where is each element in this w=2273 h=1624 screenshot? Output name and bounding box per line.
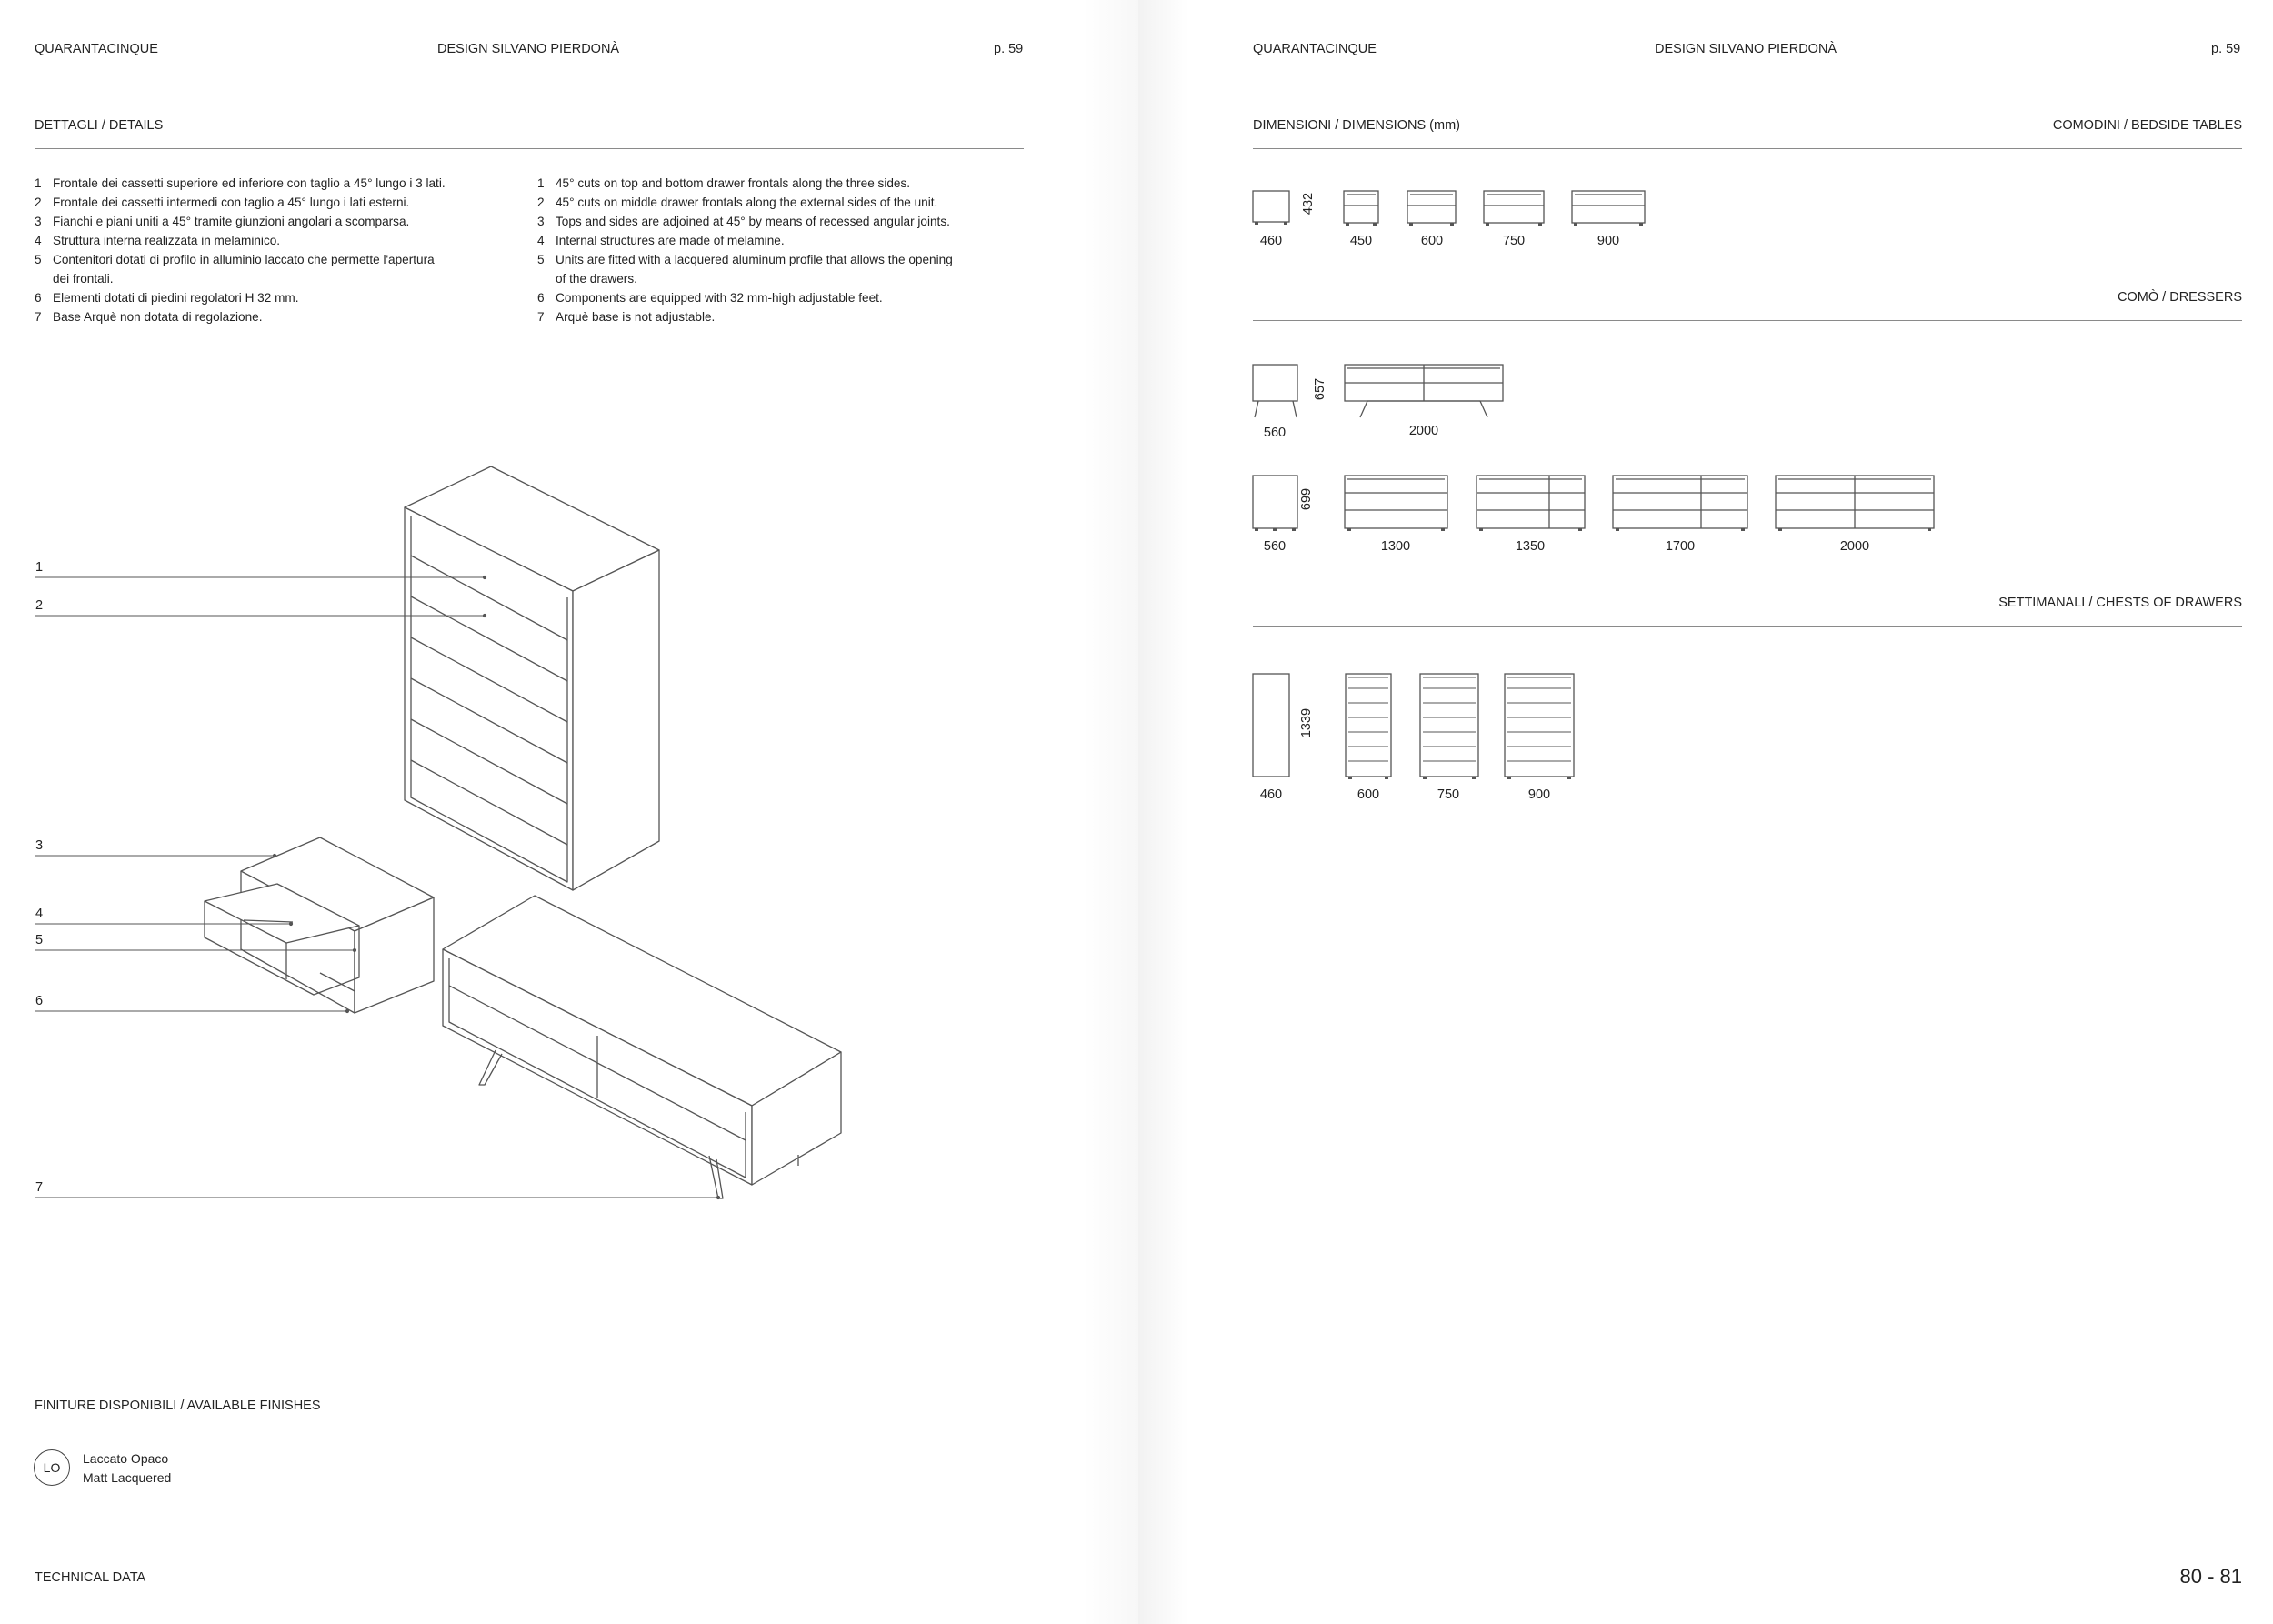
- callout-1: 1: [35, 560, 44, 575]
- right-page: [1138, 0, 2273, 1624]
- list-item: 3 Fianchi e piani uniti a 45° tramite giunzioni angolari a scomparsa.: [35, 215, 410, 228]
- dresser-1300: [1345, 476, 1447, 528]
- bedside-width-label: 750: [1502, 234, 1526, 248]
- dresser-legs-side-view: [1253, 365, 1297, 401]
- chest-depth-label: 460: [1259, 787, 1283, 802]
- dresser-legs-depth-label: 560: [1263, 426, 1287, 440]
- finish-name-it: Laccato Opaco: [83, 1451, 169, 1466]
- bedside-600: [1407, 191, 1456, 223]
- bedside-900: [1572, 191, 1645, 223]
- dimension-drawings: [1138, 0, 2273, 1624]
- header-brand: QUARANTACINQUE: [35, 42, 158, 56]
- header-designer: DESIGN SILVANO PIERDONÀ: [1655, 42, 1837, 56]
- list-item: 4 Internal structures are made of melamine.: [537, 234, 785, 247]
- header-designer: DESIGN SILVANO PIERDONÀ: [437, 42, 620, 56]
- dresser-legs-width-label: 2000: [1408, 424, 1439, 438]
- bedside-width-label: 450: [1349, 234, 1373, 248]
- finishes-title: FINITURE DISPONIBILI / AVAILABLE FINISHES: [35, 1398, 321, 1413]
- dresser-width-label: 1300: [1380, 539, 1411, 554]
- chest-side-view: [1253, 674, 1289, 777]
- callout-5: 5: [35, 933, 44, 947]
- list-item: 6 Components are equipped with 32 mm-high adjustable feet.: [537, 291, 883, 305]
- callout-3: 3: [35, 838, 44, 853]
- list-item: 3 Tops and sides are adjoined at 45° by means of recessed angular joints.: [537, 215, 950, 228]
- list-item: 1 Frontale dei cassetti superiore ed inferiore con taglio a 45° lungo i 3 lati.: [35, 176, 446, 190]
- list-item: of the drawers.: [556, 272, 637, 286]
- bedside-title: COMODINI / BEDSIDE TABLES: [2052, 118, 2242, 133]
- chest-width-label: 900: [1527, 787, 1551, 802]
- list-item: dei frontali.: [53, 272, 114, 286]
- list-item: 7 Base Arquè non dotata di regolazione.: [35, 310, 263, 324]
- dresser-side-view: [1253, 476, 1297, 528]
- chest-height-label: 1339: [1299, 707, 1314, 738]
- spread-page-numbers: 80 - 81: [2179, 1565, 2242, 1588]
- callout-4: 4: [35, 907, 44, 921]
- callout-2: 2: [35, 598, 44, 613]
- finish-name-en: Matt Lacquered: [83, 1470, 172, 1485]
- dresser-1700: [1613, 476, 1747, 528]
- chest-width-label: 750: [1437, 787, 1460, 802]
- callout-6: 6: [35, 994, 44, 1008]
- callout-7: 7: [35, 1180, 44, 1195]
- list-item: 6 Elementi dotati di piedini regolatori H 32 mm.: [35, 291, 299, 305]
- dresser-width-label: 1350: [1515, 539, 1546, 554]
- dresser-height-label: 699: [1299, 487, 1314, 511]
- footer-label: TECHNICAL DATA: [35, 1570, 146, 1585]
- bedside-width-label: 600: [1420, 234, 1444, 248]
- list-item: 4 Struttura interna realizzata in melaminico.: [35, 234, 281, 247]
- bedside-750: [1484, 191, 1544, 223]
- dresser-legs-height-label: 657: [1313, 377, 1327, 401]
- bedside-height-label: 432: [1301, 192, 1316, 216]
- dresser-width-label: 2000: [1839, 539, 1870, 554]
- list-item: 5 Units are fitted with a lacquered aluminum profile that allows the opening: [537, 253, 953, 266]
- dresser-depth-label: 560: [1263, 539, 1287, 554]
- dresser-width-label: 1700: [1665, 539, 1696, 554]
- header-page-number: p. 59: [2211, 42, 2241, 56]
- finish-swatch-lo: LO: [34, 1449, 70, 1486]
- bedside-side-view: [1253, 191, 1289, 222]
- details-title: DETTAGLI / DETAILS: [35, 118, 164, 133]
- bedside-width-label: 900: [1597, 234, 1620, 248]
- chest-width-label: 600: [1357, 787, 1380, 802]
- list-item: 2 45° cuts on middle drawer frontals along the external sides of the unit.: [537, 195, 938, 209]
- list-item: 5 Contenitori dotati di profilo in alluminio laccato che permette l'apertura: [35, 253, 435, 266]
- bedside-depth-label: 460: [1259, 234, 1283, 248]
- chests-title: SETTIMANALI / CHESTS OF DRAWERS: [1998, 596, 2242, 610]
- gutter-shadow-right: [1138, 0, 1188, 1624]
- dressers-title: COMÒ / DRESSERS: [2118, 290, 2242, 305]
- list-item: 7 Arquè base is not adjustable.: [537, 310, 716, 324]
- header-page-number: p. 59: [994, 42, 1024, 56]
- list-item: 1 45° cuts on top and bottom drawer frontals along the three sides.: [537, 176, 911, 190]
- dresser-1350: [1477, 476, 1585, 528]
- dimensions-title: DIMENSIONI / DIMENSIONS (mm): [1253, 118, 1460, 133]
- bedside-450: [1344, 191, 1378, 223]
- header-brand: QUARANTACINQUE: [1253, 42, 1377, 56]
- list-item: 2 Frontale dei cassetti intermedi con taglio a 45° lungo i lati esterni.: [35, 195, 410, 209]
